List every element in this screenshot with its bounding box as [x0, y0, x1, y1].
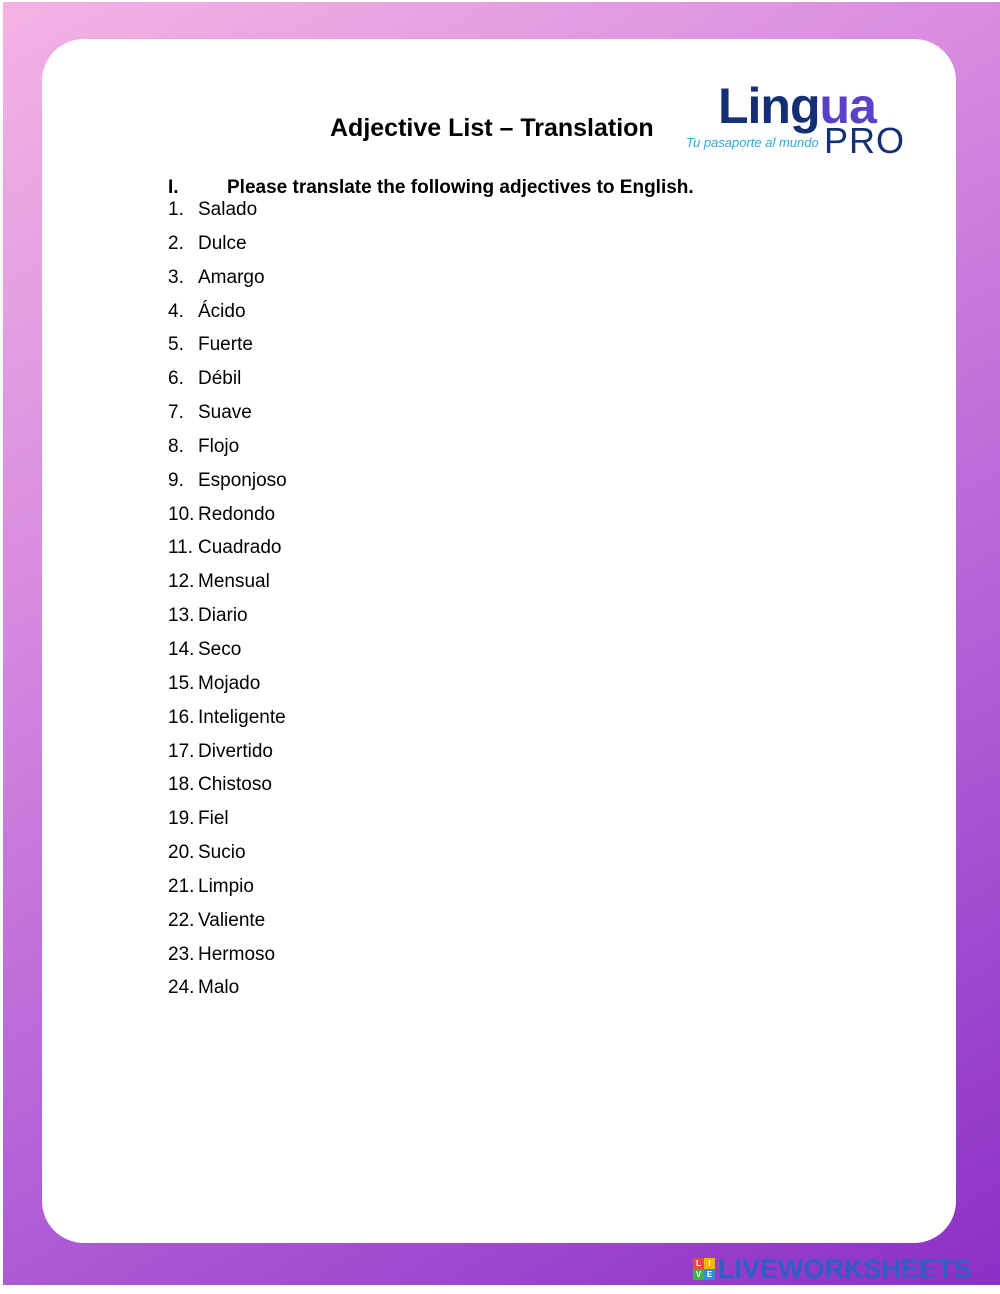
instruction-heading — [168, 177, 694, 199]
icon-letter-l: L — [693, 1258, 704, 1269]
frame-left-line — [0, 0, 3, 1294]
list-item — [168, 807, 287, 841]
list-item-number: 23. — [168, 943, 195, 965]
list-item — [168, 943, 287, 977]
list-item-number: 21. — [168, 875, 195, 897]
list-item — [168, 266, 287, 300]
list-item — [168, 909, 287, 943]
list-item-number: 12. — [168, 571, 195, 593]
list-item-number: 1. — [168, 199, 184, 220]
list-item-number: 11. — [168, 537, 194, 559]
list-item-number: 6. — [168, 368, 184, 390]
list-item-word: Malo — [198, 977, 240, 999]
list-item — [168, 976, 287, 1010]
list-item — [168, 570, 287, 604]
list-item-word: Amargo — [198, 266, 265, 288]
list-item-word: Fuerte — [198, 334, 253, 356]
icon-letter-e: E — [704, 1269, 715, 1280]
list-item-word: Esponjoso — [198, 469, 287, 491]
list-item — [168, 367, 287, 401]
liveworksheets-text: LIVEWORKSHEETS — [718, 1253, 972, 1284]
list-item-number: 15. — [168, 672, 195, 694]
list-item-word: Chistoso — [198, 774, 272, 796]
list-item — [168, 638, 287, 672]
list-item-number: 3. — [168, 266, 184, 288]
list-item-number: 16. — [168, 706, 195, 728]
list-item-word: Mojado — [198, 672, 261, 694]
icon-letter-v: V — [693, 1269, 704, 1280]
page-title: Adjective List – Translation — [330, 114, 654, 142]
list-item — [168, 536, 287, 570]
list-item-number: 20. — [168, 842, 195, 864]
list-item-number: 7. — [168, 402, 184, 424]
list-item-word: Limpio — [198, 875, 254, 897]
list-item-number: 4. — [168, 300, 184, 322]
list-item-number: 24. — [168, 977, 195, 999]
list-item-number: 17. — [168, 740, 195, 762]
liveworksheets-icon — [693, 1258, 715, 1280]
list-item-word: Débil — [198, 368, 242, 390]
frame-top-line — [0, 0, 1000, 2]
icon-letter-i: I — [704, 1258, 715, 1269]
list-item-number: 22. — [168, 909, 195, 931]
list-item-number: 9. — [168, 469, 184, 491]
list-item-word: Inteligente — [198, 706, 286, 728]
list-item-number: 18. — [168, 774, 195, 796]
list-item-word: Flojo — [198, 435, 240, 457]
list-item — [168, 401, 287, 435]
list-item — [168, 198, 287, 232]
list-item-word: Redondo — [198, 503, 276, 525]
logo-pro: PRO — [824, 120, 906, 161]
adjective-list — [168, 198, 287, 1010]
list-item — [168, 672, 287, 706]
list-item-word: Mensual — [198, 571, 270, 593]
list-item-number: 10. — [168, 503, 195, 525]
list-item-number: 14. — [168, 638, 195, 660]
list-item-word: Divertido — [198, 740, 273, 762]
logo-word-accent: ua — [819, 78, 876, 134]
linguapro-logo — [684, 78, 904, 162]
list-item-word: Seco — [198, 638, 242, 660]
list-item — [168, 740, 287, 774]
list-item-word: Fiel — [198, 808, 229, 830]
list-item — [168, 469, 287, 503]
list-item — [168, 604, 287, 638]
list-item — [168, 300, 287, 334]
list-item — [168, 232, 287, 266]
list-item-word: Dulce — [198, 232, 247, 254]
list-item — [168, 333, 287, 367]
list-item-word: Diario — [198, 605, 248, 627]
logo-word-main: Ling — [718, 78, 820, 134]
list-item — [168, 773, 287, 807]
list-item-word: Valiente — [198, 909, 266, 931]
list-item — [168, 841, 287, 875]
liveworksheets-logo — [693, 1253, 972, 1284]
frame-bottom-strip — [0, 1285, 1000, 1294]
list-item-word: Suave — [198, 402, 252, 424]
list-item-number: 5. — [168, 334, 184, 356]
instruction-text: Please translate the following adjectives to English. — [227, 177, 694, 198]
list-item — [168, 503, 287, 537]
instruction-roman-numeral: I. — [168, 177, 179, 198]
list-item-number: 19. — [168, 808, 195, 830]
list-item-number: 13. — [168, 605, 195, 627]
list-item — [168, 435, 287, 469]
list-item-word: Cuadrado — [198, 537, 282, 559]
list-item-word: Ácido — [198, 300, 246, 322]
list-item-number: 2. — [168, 232, 184, 254]
list-item-word: Sucio — [198, 842, 246, 864]
logo-tagline: Tu pasaporte al mundo — [686, 135, 819, 150]
list-item — [168, 875, 287, 909]
list-item — [168, 706, 287, 740]
list-item-number: 8. — [168, 435, 184, 457]
list-item-word: Hermoso — [198, 943, 276, 965]
list-item-word: Salado — [198, 199, 258, 220]
